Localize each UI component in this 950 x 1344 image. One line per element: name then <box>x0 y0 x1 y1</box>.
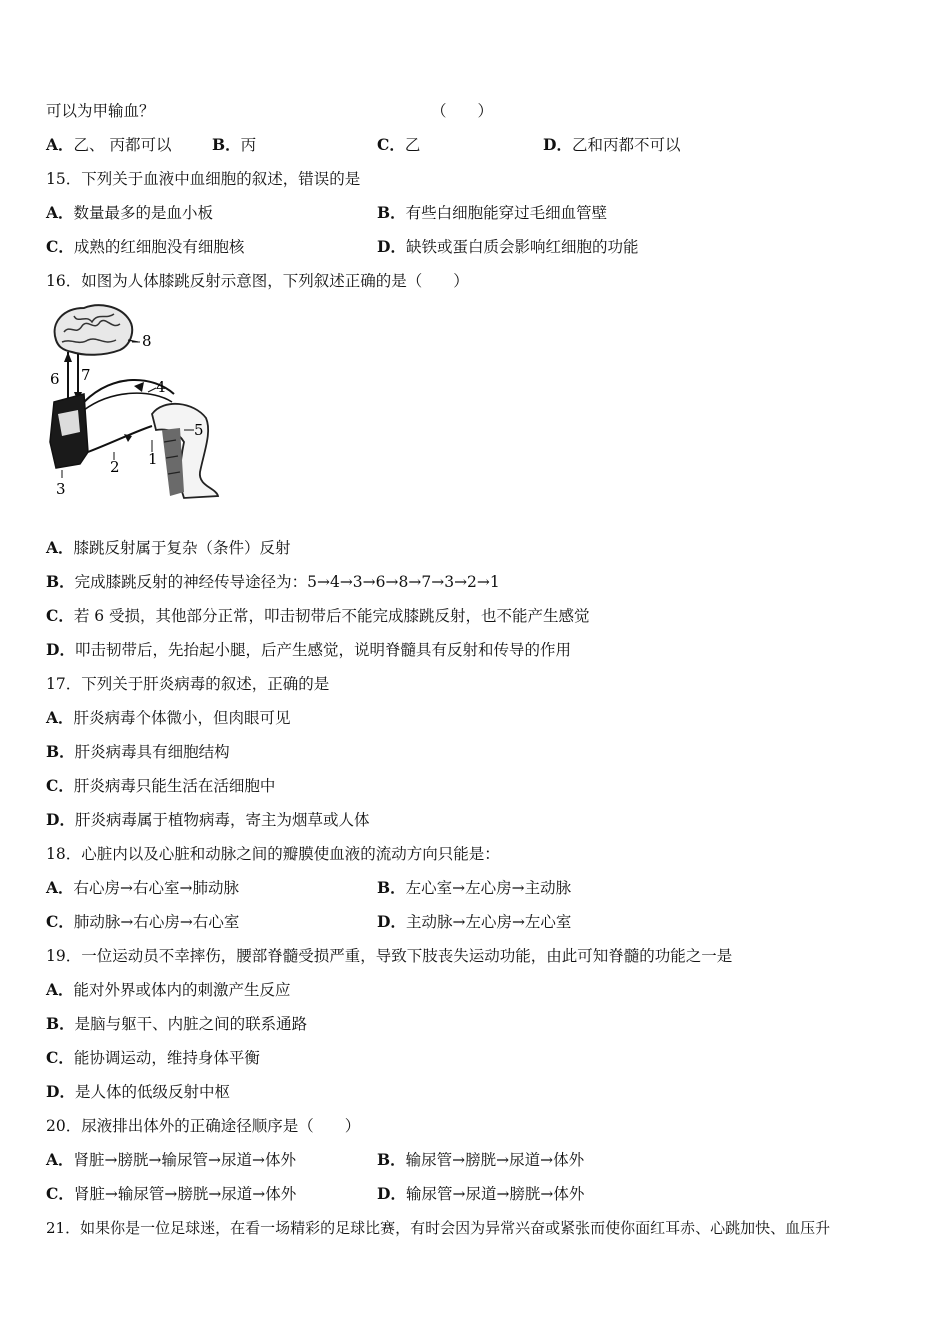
q15-option-a: A．数量最多的是血小板 <box>46 203 214 222</box>
q14-options <box>46 135 906 155</box>
q17-option-d: D．肝炎病毒属于植物病毒，寄主为烟草或人体 <box>46 810 370 829</box>
q20-option-d: D．输尿管→尿道→膀胱→体外 <box>377 1184 585 1203</box>
q16-stem: 16．如图为人体膝跳反射示意图，下列叙述正确的是（ ） <box>46 272 469 290</box>
q14-answer-paren: （ ） <box>431 102 494 120</box>
q20-option-b: B．输尿管→膀胱→尿道→体外 <box>377 1150 585 1169</box>
q19-option-c: C．能协调运动，维持身体平衡 <box>46 1048 260 1067</box>
q15-option-b: B．有些白细胞能穿过毛细血管壁 <box>377 203 608 222</box>
figure-label-4: 4 <box>156 378 166 396</box>
q19-option-d: D．是人体的低级反射中枢 <box>46 1082 230 1101</box>
q19-option-b: B．是脑与躯干、内脏之间的联系通路 <box>46 1014 308 1033</box>
q15-options-row1 <box>46 203 906 223</box>
q18-options-row1 <box>46 878 906 898</box>
q14-option-b: B．丙 <box>212 135 257 154</box>
q15-stem: 15．下列关于血液中血细胞的叙述，错误的是 <box>46 170 361 188</box>
q15-options-row2 <box>46 237 906 257</box>
q18-option-d: D．主动脉→左心房→左心室 <box>377 912 572 931</box>
figure-label-7: 7 <box>81 366 91 384</box>
q15-option-c: C．成熟的红细胞没有细胞核 <box>46 237 245 256</box>
q14-stem: 可以为甲输血？ <box>46 102 155 120</box>
figure-label-3: 3 <box>56 480 66 498</box>
q15-option-d: D．缺铁或蛋白质会影响红细胞的功能 <box>377 237 639 256</box>
q17-stem: 17．下列关于肝炎病毒的叙述，正确的是 <box>46 675 330 693</box>
q18-options-row2 <box>46 912 906 932</box>
q17-option-a: A．肝炎病毒个体微小，但肉眼可见 <box>46 708 291 727</box>
q20-options-row1 <box>46 1150 906 1170</box>
q14-option-d: D．乙和丙都不可以 <box>543 135 681 154</box>
q14-stem-line <box>46 101 494 121</box>
figure-label-6: 6 <box>50 370 60 388</box>
q16-option-a: A．膝跳反射属于复杂（条件）反射 <box>46 538 291 557</box>
figure-label-8: 8 <box>142 332 152 350</box>
q20-stem: 20．尿液排出体外的正确途径顺序是（ ） <box>46 1117 361 1135</box>
q19-stem: 19．一位运动员不幸摔伤，腰部脊髓受损严重，导致下肢丧失运动功能，由此可知脊髓的功能之一是 <box>46 947 733 965</box>
q16-option-c: C．若 6 受损，其他部分正常，叩击韧带后不能完成膝跳反射，也不能产生感觉 <box>46 606 590 625</box>
q20-option-a: A．肾脏→膀胱→输尿管→尿道→体外 <box>46 1150 296 1169</box>
q18-option-a: A．右心房→右心室→肺动脉 <box>46 878 240 897</box>
figure-label-5: 5 <box>194 421 204 439</box>
q19-option-a: A．能对外界或体内的刺激产生反应 <box>46 980 291 999</box>
leg-drawing <box>152 404 218 498</box>
brain-drawing <box>55 305 133 355</box>
q18-stem: 18．心脏内以及心脏和动脉之间的瓣膜使血液的流动方向只能是： <box>46 845 500 863</box>
q14-option-a: A．乙、 丙都可以 <box>46 135 172 154</box>
q14-option-c: C．乙 <box>377 135 421 154</box>
knee-jerk-reflex-figure <box>44 302 224 500</box>
q16-option-d: D．叩击韧带后，先抬起小腿，后产生感觉，说明脊髓具有反射和传导的作用 <box>46 640 571 659</box>
figure-label-1: 1 <box>148 450 158 468</box>
q20-options-row2 <box>46 1184 906 1204</box>
figure-label-2: 2 <box>110 458 120 476</box>
q20-option-c: C．肾脏→输尿管→膀胱→尿道→体外 <box>46 1184 297 1203</box>
q21-stem: 21．如果你是一位足球迷，在看一场精彩的足球比赛，有时会因为异常兴奋或紧张而使你面红耳赤、心跳加快、血压升 <box>46 1219 831 1237</box>
q16-option-b: B．完成膝跳反射的神经传导途径为：5→4→3→6→8→7→3→2→1 <box>46 572 500 591</box>
q17-option-b: B．肝炎病毒具有细胞结构 <box>46 742 230 761</box>
q18-option-b: B．左心室→左心房→主动脉 <box>377 878 572 897</box>
q17-option-c: C．肝炎病毒只能生活在活细胞中 <box>46 776 276 795</box>
q18-option-c: C．肺动脉→右心房→右心室 <box>46 912 240 931</box>
